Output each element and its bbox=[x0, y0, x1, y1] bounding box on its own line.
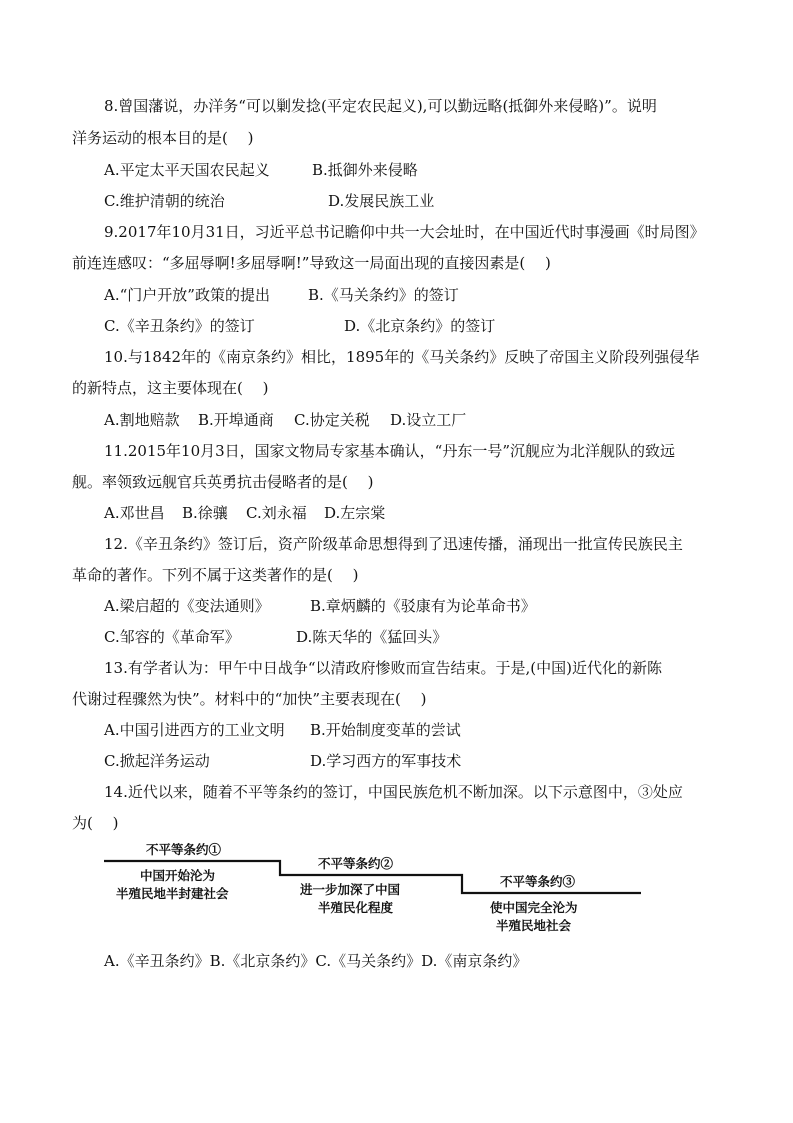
q12-option-a[interactable]: A.梁启超的《变法通则》 bbox=[104, 597, 270, 615]
step1-desc-line1: 中国开始沦为 bbox=[140, 868, 216, 883]
q9-option-d[interactable]: D.《北京条约》的签订 bbox=[344, 317, 496, 335]
q12-stem-line2: 革命的著作。下列不属于这类著作的是( ) bbox=[72, 566, 359, 584]
step3-desc-line2: 半殖民地社会 bbox=[496, 918, 572, 933]
q11-option-b[interactable]: B.徐骧 bbox=[182, 504, 228, 522]
q11-stem-line2: 舰。率领致远舰官兵英勇抗击侵略者的是( ) bbox=[72, 473, 374, 491]
q13-option-c[interactable]: C.掀起洋务运动 bbox=[104, 752, 210, 770]
q13-stem-line1: 13.有学者认为：甲午中日战争“以清政府惨败而宣告结束。于是,(中国)近代化的新陈 bbox=[104, 659, 662, 677]
q11-stem-line1: 11.2015年10月3日，国家文物局专家基本确认，“丹东一号”沉舰应为北洋舰队的致远 bbox=[104, 442, 675, 460]
q9-option-a[interactable]: A.“门户开放”政策的提出 bbox=[104, 286, 270, 304]
q10-stem-line1: 10.与1842年的《南京条约》相比，1895年的《马关条约》反映了帝国主义阶段列强侵华 bbox=[104, 348, 700, 366]
q10-option-b[interactable]: B.开埠通商 bbox=[198, 411, 274, 429]
step3-desc-line1: 使中国完全沦为 bbox=[490, 900, 578, 915]
q13-option-d[interactable]: D.学习西方的军事技术 bbox=[310, 752, 462, 770]
q14-stem-line1: 14.近代以来，随着不平等条约的签订，中国民族危机不断加深。以下示意图中，③处应 bbox=[104, 783, 683, 801]
q11-option-c[interactable]: C.刘永福 bbox=[246, 504, 307, 522]
step1-desc-line2: 半殖民地半封建社会 bbox=[116, 886, 229, 901]
q12-stem-line1: 12.《辛丑条约》签订后，资产阶级革命思想得到了迅速传播，涌现出一批宣传民族民主 bbox=[104, 535, 683, 553]
q13-option-b[interactable]: B.开始制度变革的尝试 bbox=[310, 721, 461, 739]
q11-option-d[interactable]: D.左宗棠 bbox=[324, 504, 386, 522]
q9-stem-line2: 前连连感叹：“多屈辱啊!多屈辱啊!”导致这一局面出现的直接因素是( ) bbox=[72, 254, 551, 272]
step2-desc-line2: 半殖民化程度 bbox=[318, 900, 394, 915]
q9-option-b[interactable]: B.《马关条约》的签订 bbox=[308, 286, 459, 304]
q10-stem-line2: 的新特点，这主要体现在( ) bbox=[72, 379, 269, 397]
q8-option-d[interactable]: D.发展民族工业 bbox=[328, 192, 435, 210]
step2-desc-line1: 进一步加深了中国 bbox=[300, 882, 401, 897]
step2-label: 不平等条约② bbox=[318, 856, 394, 871]
q13-stem-line2: 代谢过程骤然为快”。材料中的“加快”主要表现在( ) bbox=[72, 690, 427, 708]
q10-option-d[interactable]: D.设立工厂 bbox=[390, 411, 467, 429]
q8-stem-line1: 8.曾国藩说，办洋务“可以剿发捻(平定农民起义),可以勤远略(抵御外来侵略)”。说明 bbox=[104, 97, 657, 115]
q8-stem-line2: 洋务运动的根本目的是( ) bbox=[72, 129, 254, 147]
q10-option-a[interactable]: A.割地赔款 bbox=[104, 411, 180, 429]
q12-option-c[interactable]: C.邹容的《革命军》 bbox=[104, 628, 240, 646]
step1-label: 不平等条约① bbox=[146, 842, 222, 857]
q12-option-b[interactable]: B.章炳麟的《驳康有为论革命书》 bbox=[310, 597, 536, 615]
q8-option-b[interactable]: B.抵御外来侵略 bbox=[312, 161, 418, 179]
q14-options[interactable]: A.《辛丑条约》B.《北京条约》C.《马关条约》D.《南京条约》 bbox=[104, 952, 528, 970]
step3-label: 不平等条约③ bbox=[500, 874, 576, 889]
q9-option-c[interactable]: C.《辛丑条约》的签订 bbox=[104, 317, 255, 335]
q14-stem-line2: 为( ) bbox=[72, 814, 119, 832]
q11-option-a[interactable]: A.邓世昌 bbox=[104, 504, 165, 522]
q8-option-c[interactable]: C.维护清朝的统治 bbox=[104, 192, 225, 210]
q10-option-c[interactable]: C.协定关税 bbox=[294, 411, 370, 429]
q9-stem-line1: 9.2017年10月31日，习近平总书记瞻仰中共一大会址时，在中国近代时事漫画《时局图》 bbox=[104, 223, 705, 241]
treaty-staircase-diagram bbox=[100, 838, 645, 942]
q12-option-d[interactable]: D.陈天华的《猛回头》 bbox=[296, 628, 448, 646]
q8-option-a[interactable]: A.平定太平天国农民起义 bbox=[104, 161, 270, 179]
q13-option-a[interactable]: A.中国引进西方的工业文明 bbox=[104, 721, 285, 739]
